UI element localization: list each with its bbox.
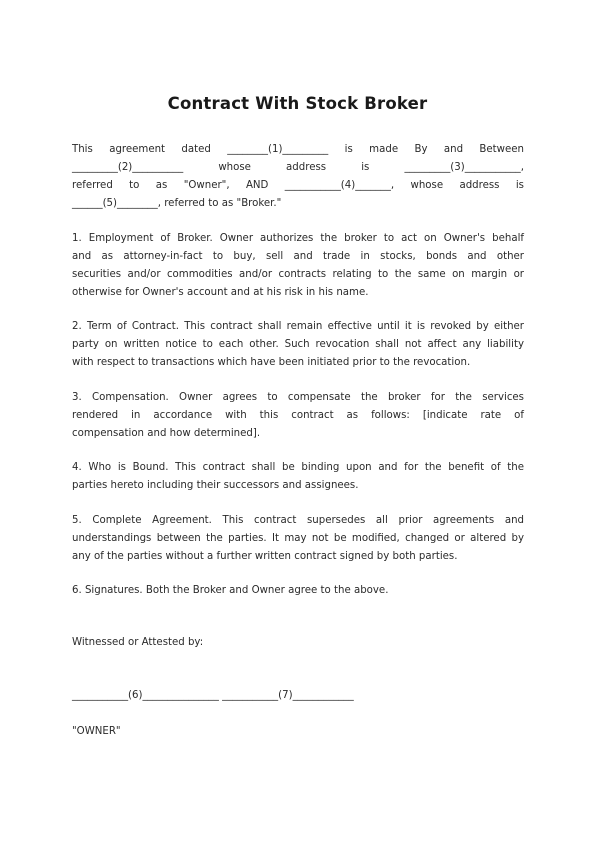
clause-line: rendered in accordance with this contract as follows: [indicate rate of [72, 410, 524, 421]
clause-line: 4. Who is Bound. This contract shall be binding upon and for the benefit of the [72, 462, 524, 473]
witness-label: Witnessed or Attested by: [72, 637, 204, 648]
clause-line: 2. Term of Contract. This contract shall remain effective until it is revoked by either [72, 321, 524, 332]
clause-line: compensation and how determined]. [72, 428, 261, 439]
clause-line: party on written notice to each other. Such revocation shall not affect any liability [72, 339, 524, 350]
clause-who-is-bound [72, 459, 524, 495]
clause-line: parties hereto including their successors and assignees. [72, 480, 359, 491]
clause-line: any of the parties without a further written contract signed by both parties. [72, 551, 458, 562]
intro-line: This agreement dated ________(1)_________ is made By and Between [72, 144, 524, 155]
clause-employment [72, 230, 524, 302]
clause-complete-agreement [72, 512, 524, 566]
clause-line: and as attorney-in-fact to buy, sell and trade in stocks, bonds and other [72, 251, 524, 262]
clause-line: 3. Compensation. Owner agrees to compensate the broker for the services [72, 392, 524, 403]
clause-line: with respect to transactions which have been initiated prior to the revocation. [72, 357, 471, 368]
clause-term [72, 318, 524, 372]
owner-label: "OWNER" [72, 726, 121, 737]
clause-line: securities and/or commodities and/or contracts relating to the same on margin or [72, 269, 524, 280]
clause-line: understandings between the parties. It may not be modified, changed or altered by [72, 533, 524, 544]
intro-line: referred to as "Owner", AND ___________(4)_______, whose address is [72, 180, 524, 191]
intro-line: _________(2)__________ whose address is _________(3)___________, [72, 162, 524, 173]
clause-signatures: 6. Signatures. Both the Broker and Owner agree to the above. [72, 585, 389, 596]
clause-line: 1. Employment of Broker. Owner authorizes the broker to act on Owner's behalf [72, 233, 524, 244]
intro-paragraph [72, 141, 524, 213]
clause-line: otherwise for Owner's account and at his risk in his name. [72, 287, 369, 298]
clause-line: 5. Complete Agreement. This contract supersedes all prior agreements and [72, 515, 524, 526]
intro-line: ______(5)________, referred to as "Broker." [72, 198, 282, 209]
clause-compensation [72, 389, 524, 443]
document-title: Contract With Stock Broker [167, 94, 428, 113]
signature-line: ___________(6)_______________ ___________(7)____________ [72, 690, 354, 701]
